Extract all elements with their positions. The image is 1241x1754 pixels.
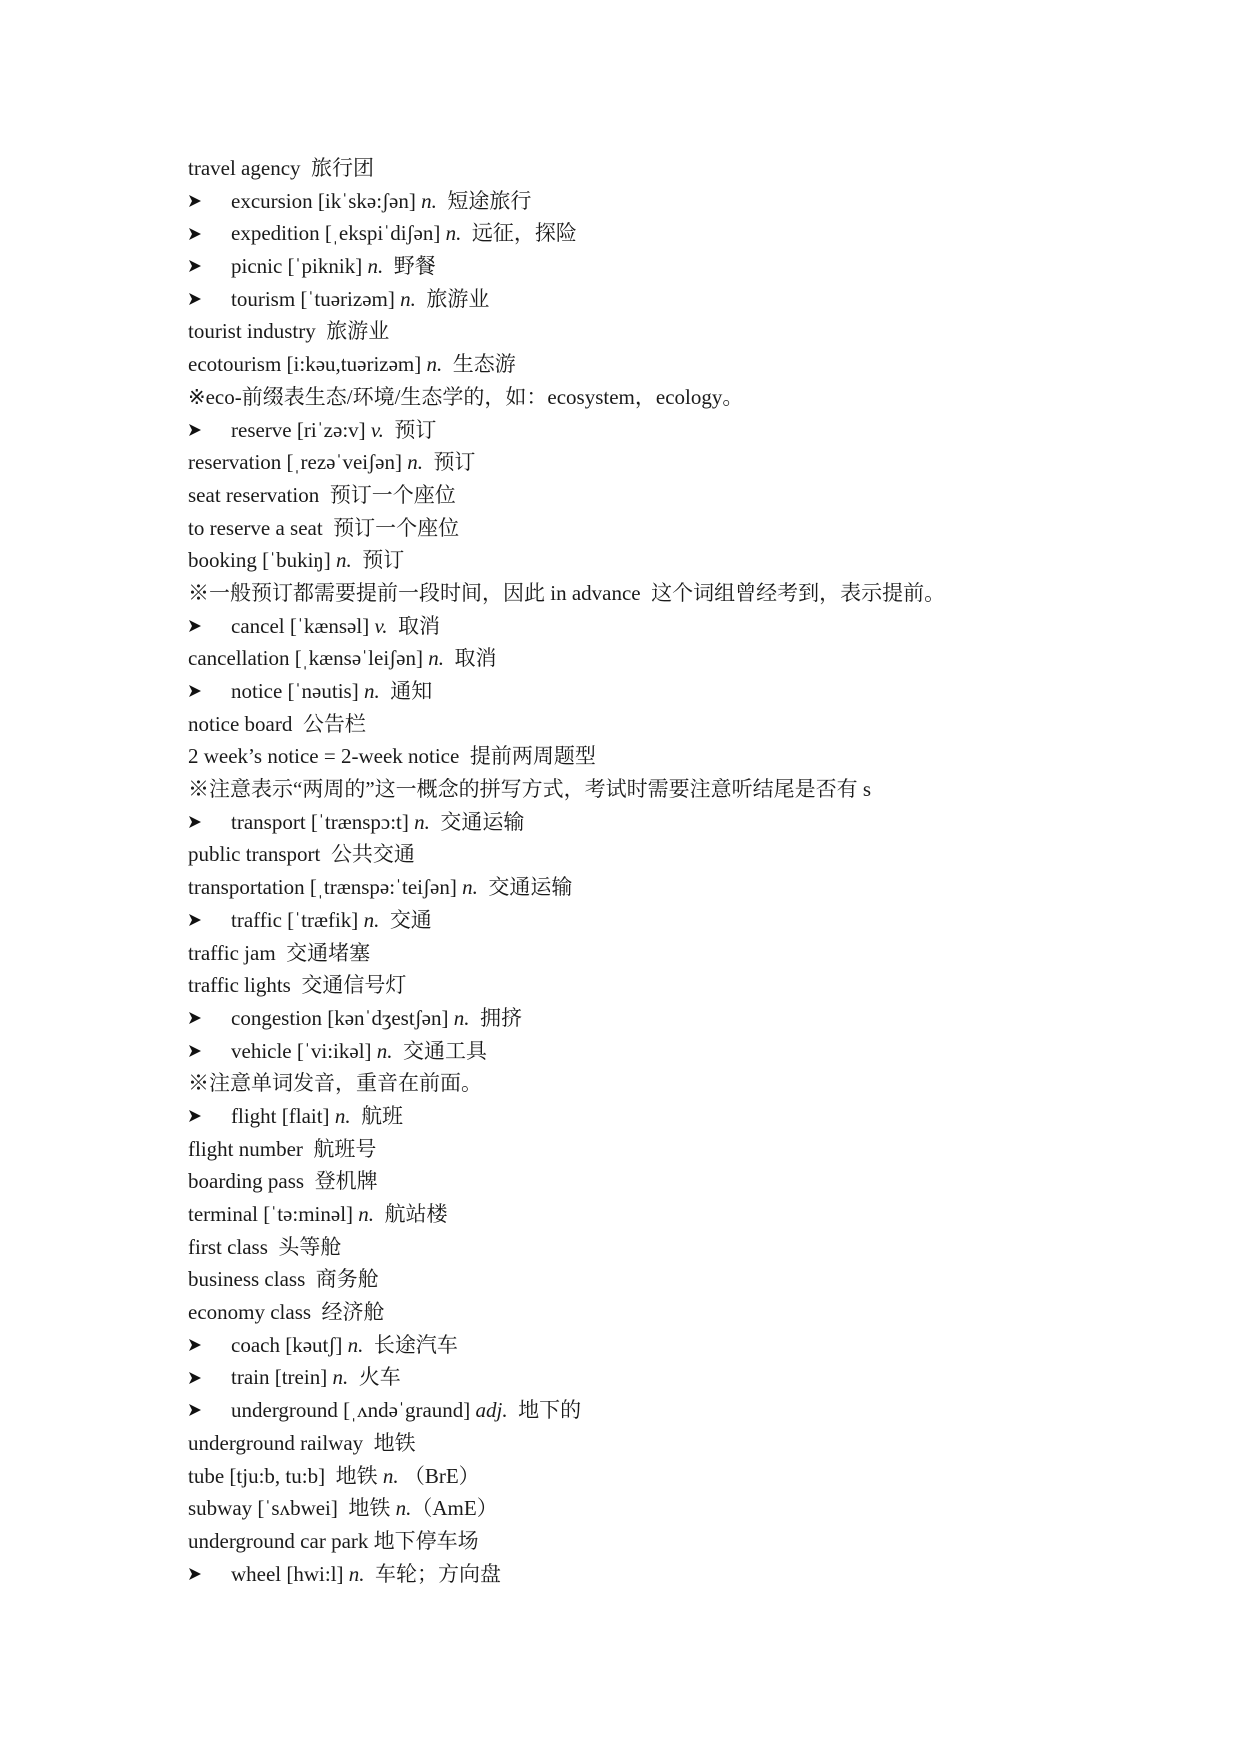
text-line [188,381,1188,414]
entry-meaning: 野餐 [383,254,436,279]
text-line [188,446,1188,479]
entry-meaning: （AmE） [411,1496,498,1521]
part-of-speech: n. [367,254,384,279]
entry-text: ※一般预订都需要提前一段时间，因此 in advance 这个词组曾经考到，表示提前。 [188,580,946,605]
arrow-bullet-icon [188,675,208,708]
entry-text: congestion [kənˈdʒestʃən] [231,1005,454,1030]
entry-text: first class 头等舱 [188,1234,342,1259]
bullet-entry [188,904,1188,937]
entry-text: booking [ˈbukiŋ] [188,548,337,573]
entry-text: tourist industry 旅游业 [188,319,390,344]
arrow-bullet-icon [188,1558,208,1591]
bullet-entry [188,1035,1188,1068]
entry-text: economy class 经济舱 [188,1300,385,1325]
entry-text: underground railway 地铁 [188,1430,416,1455]
entry-meaning: 航班 [350,1103,404,1128]
entry-meaning: 交通运输 [429,809,525,834]
part-of-speech: n. [336,548,352,573]
text-line [188,871,1188,904]
part-of-speech: n. [358,1202,375,1226]
bullet-entry [188,1329,1188,1362]
entry-text: ※注意表示“两周的”这一概念的拼写方式，考试时需要注意听结尾是否有 s [188,777,872,802]
text-line [188,544,1188,577]
entry-text: flight number 航班号 [188,1136,377,1161]
arrow-bullet-icon [188,283,208,316]
arrow-bullet-icon [188,217,208,250]
entry-meaning: 交通运输 [477,875,573,900]
part-of-speech: n. [334,1103,351,1128]
entry-meaning: 交通 [379,907,432,932]
bullet-entry [188,250,1188,283]
entry-text: excursion [ikˈskə:ʃən] [231,188,422,213]
text-line [188,740,1188,773]
part-of-speech: n. [395,1496,412,1521]
entry-meaning: 生态游 [442,352,516,377]
entry-text: transport [ˈtrænspɔ:t] [231,809,415,834]
text-line [188,969,1188,1002]
part-of-speech: n. [363,679,380,703]
arrow-bullet-icon [188,1361,208,1394]
part-of-speech: n. [426,352,443,377]
bullet-entry [188,414,1188,447]
entry-text: terminal [ˈtə:minəl] [188,1202,359,1226]
entry-text: cancel [ˈkænsəl] [231,613,375,638]
entry-text: boarding pass 登机牌 [188,1169,378,1194]
entry-text: traffic jam 交通堵塞 [188,940,371,965]
part-of-speech: n. [462,875,478,900]
bullet-entry [188,610,1188,643]
entry-text: business class 商务舱 [188,1267,379,1292]
part-of-speech: n. [347,1332,364,1357]
entry-text: notice [ˈnəutis] [231,679,364,703]
entry-text: vehicle [ˈvi:ikəl] [231,1038,377,1063]
arrow-bullet-icon [188,1035,208,1068]
arrow-bullet-icon [188,806,208,839]
part-of-speech: n. [348,1561,365,1586]
part-of-speech: adj. [475,1398,508,1423]
text-line [188,512,1188,545]
part-of-speech: n. [428,646,444,671]
vocabulary-list [188,152,1188,1590]
text-line [188,1067,1188,1100]
text-line [188,1198,1188,1231]
arrow-bullet-icon [188,1329,208,1362]
arrow-bullet-icon [188,1002,208,1035]
text-line [188,479,1188,512]
entry-text: reserve [riˈzə:v] [231,417,371,442]
text-line [188,577,1188,610]
bullet-entry [188,1100,1188,1133]
part-of-speech: v. [370,417,384,442]
entry-text: underground car park 地下停车场 [188,1528,479,1553]
part-of-speech: n. [332,1365,349,1390]
entry-text: train [trein] [231,1365,333,1390]
entry-text: ※eco-前缀表生态/环境/生态学的，如：ecosystem，ecology。 [188,384,744,409]
text-line [188,937,1188,970]
entry-meaning: 预订 [422,450,476,475]
bullet-entry [188,1361,1188,1394]
text-line [188,1296,1188,1329]
entry-meaning: 预订 [383,417,437,442]
entry-text: traffic lights 交通信号灯 [188,973,407,998]
bullet-entry [188,1558,1188,1591]
entry-meaning: 长途汽车 [363,1332,458,1357]
part-of-speech: n. [382,1463,399,1488]
arrow-bullet-icon [188,610,208,643]
entry-text: travel agency 旅行团 [188,156,375,180]
bullet-entry [188,283,1188,316]
entry-text: notice board 公告栏 [188,711,366,736]
text-line [188,1133,1188,1166]
text-line [188,1165,1188,1198]
entry-text: expedition [ˌekspiˈdiʃən] [231,221,446,246]
part-of-speech: n. [414,809,430,834]
part-of-speech: n. [363,907,380,932]
part-of-speech: n. [400,286,416,311]
bullet-entry [188,217,1188,250]
arrow-bullet-icon [188,904,208,937]
entry-meaning: 远征，探险 [461,221,577,246]
part-of-speech: v. [374,613,388,638]
text-line [188,1460,1188,1493]
text-line [188,773,1188,806]
entry-text: to reserve a seat 预订一个座位 [188,515,460,540]
entry-text: ecotourism [i:kəu,tuərizəm] [188,352,427,377]
entry-meaning: 交通工具 [392,1038,488,1063]
text-line [188,152,1188,185]
entry-text: picnic [ˈpiknik] [231,254,368,279]
entry-text: flight [flait] [231,1103,335,1128]
entry-text: seat reservation 预订一个座位 [188,482,456,507]
bullet-entry [188,1394,1188,1427]
text-line [188,838,1188,871]
text-line [188,1231,1188,1264]
entry-text: public transport 公共交通 [188,842,415,867]
text-line [188,315,1188,348]
entry-meaning: 短途旅行 [436,188,532,213]
arrow-bullet-icon [188,250,208,283]
entry-text: 2 week’s notice = 2-week notice 提前两周题型 [188,744,596,769]
arrow-bullet-icon [188,1394,208,1427]
entry-meaning: 火车 [348,1365,401,1390]
entry-text: tube [tju:b, tu:b] 地铁 [188,1463,383,1488]
entry-meaning: 取消 [387,613,440,638]
part-of-speech: n. [445,221,462,246]
entry-text: traffic [ˈtræfik] [231,907,364,932]
text-line [188,1427,1188,1460]
entry-meaning: 旅游业 [415,286,490,311]
entry-text: subway [ˈsʌbwei] 地铁 [188,1496,396,1521]
text-line [188,708,1188,741]
entry-text: underground [ˌʌndəˈgraund] [231,1398,476,1423]
arrow-bullet-icon [188,1100,208,1133]
entry-meaning: 地下的 [507,1398,582,1423]
entry-text: coach [kəutʃ] [231,1332,348,1357]
entry-meaning: 车轮；方向盘 [364,1561,502,1586]
entry-meaning: 通知 [379,679,433,703]
text-line [188,1492,1188,1525]
entry-meaning: 拥挤 [469,1005,522,1030]
text-line [188,1263,1188,1296]
entry-text: ※注意单词发音，重音在前面。 [188,1071,482,1096]
arrow-bullet-icon [188,185,208,218]
part-of-speech: n. [376,1038,393,1063]
part-of-speech: n. [407,450,423,475]
entry-meaning: 预订 [351,548,405,573]
bullet-entry [188,806,1188,839]
entry-text: tourism [ˈtuərizəm] [231,286,401,311]
bullet-entry [188,675,1188,708]
arrow-bullet-icon [188,414,208,447]
entry-meaning: （BrE） [398,1463,480,1488]
text-line [188,348,1188,381]
bullet-entry [188,1002,1188,1035]
entry-meaning: 取消 [443,646,497,671]
entry-text: transportation [ˌtrænspə:ˈteiʃən] [188,875,463,900]
entry-text: cancellation [ˌkænsəˈleiʃən] [188,646,429,671]
entry-text: wheel [hwi:l] [231,1561,349,1586]
text-line [188,1525,1188,1558]
part-of-speech: n. [453,1005,470,1030]
bullet-entry [188,185,1188,218]
text-line [188,642,1188,675]
entry-text: reservation [ˌrezəˈveiʃən] [188,450,408,475]
part-of-speech: n. [421,188,437,213]
entry-meaning: 航站楼 [374,1202,448,1226]
